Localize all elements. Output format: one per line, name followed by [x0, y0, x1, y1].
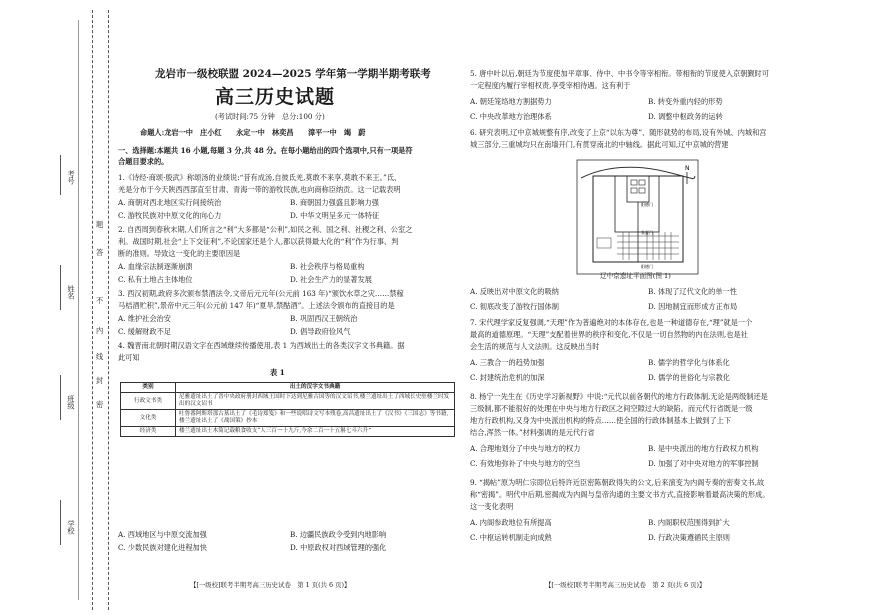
q6-option-b[interactable]: B. 体现了辽代文化的单一性 [648, 287, 737, 296]
map-frame [577, 160, 698, 274]
table-cell-content: 楼兰遗址出土木简记载粮食收支“人三百一十九斤,今余二百一十五斛七斗六升” [176, 427, 455, 437]
q3-option-b[interactable]: B. 巩固西汉王朝统治 [290, 314, 358, 323]
subject-title: 高三历史试题 [215, 86, 336, 108]
seal-char: 不 [96, 296, 104, 305]
q8-stem: 三级制,都不能很好的处理在中央与地方行政区之间空隙过大的缺陷。而元代行省既是一级 [470, 404, 753, 413]
seal-char: 内 [96, 326, 104, 335]
name-label: 姓名 [67, 285, 76, 300]
binding-solid-line [78, 20, 80, 600]
table-header-cell: 出土的汉字文书典籍 [176, 383, 455, 393]
ward-grid [617, 232, 679, 260]
class-blank[interactable] [60, 375, 62, 420]
palace-building [639, 180, 645, 185]
q2-option-c[interactable]: C. 私有土地占主体地位 [118, 275, 193, 284]
table-caption: 表 1 [270, 368, 285, 377]
binding-dashed-line [92, 10, 93, 610]
q8-stem: 结合,浑然一体。”材料强调的是元代行省 [470, 428, 595, 437]
class-label: 班级 [67, 395, 76, 410]
q3-option-d[interactable]: D. 倡导政府俭风气 [290, 327, 351, 336]
q7-option-c[interactable]: C. 封建统治危机的加深 [470, 373, 545, 382]
q2-stem: 2. 自西周到春秋末期,人们所言之“利”大多都是“公利”,如民之利、国之利、社稷之利、公室之 [118, 225, 413, 234]
q3-option-c[interactable]: C. 缓解财政不足 [118, 327, 171, 336]
binding-dashed-line-inner [108, 10, 109, 610]
q9-option-c[interactable]: C. 中枢运转机制走向成熟 [470, 533, 552, 542]
exam-number-label: 考号 [67, 170, 76, 185]
q2-option-a[interactable]: A. 血缘宗法制逐渐崩溃 [118, 262, 193, 271]
q6-option-c[interactable]: C. 彻底改变了游牧行国体制 [470, 302, 559, 311]
liao-zhongjing-site-map [575, 158, 700, 276]
q3-stem: 3. 西汉初期,政府多次颁布禁酒法令,文帝后元元年(公元前 163 年)“颁饮水草之灾……禁稼 [118, 289, 404, 298]
section1-instructions-cont: 合题目要求的。 [118, 157, 169, 166]
table-cell-category: 文化类 [121, 410, 176, 427]
q4-stem: 4. 魏晋南北朝时期汉语文字在西域继续传播使用,表 1 为西域出土的各类汉字文书典籍。据 [118, 341, 405, 350]
gate-label: 阳德门 [641, 264, 653, 269]
q9-option-d[interactable]: D. 行政决策遵循民主原则 [648, 533, 730, 542]
q8-option-c[interactable]: C. 有效地弥补了中央与地方的空当 [470, 459, 581, 468]
section1-instructions: 一、选择题:本题共 16 小题,每题 3 分,共 48 分。在每小题给出的四个选项中,只有一项是符 [118, 146, 413, 155]
exam-number-blank[interactable] [60, 155, 62, 195]
q7-option-d[interactable]: D. 儒学的世俗化与宗教化 [648, 373, 730, 382]
q1-stem: 1.《诗经·商颂·殷武》称颂汤的业绩说:“昔有成汤,自彼氐羌,莫敢不来享,莫敢不来王。”氐、 [118, 173, 402, 182]
seal-char: 封 [96, 376, 104, 385]
q7-stem: 最高的道德原理。“天理”支配着世界的秩序和变化,不仅是一切自然物的内在法则,也是社 [470, 330, 748, 339]
seal-char: 答 [96, 248, 104, 257]
table-row [121, 393, 455, 410]
q9-stem: 这一变化表明 [470, 502, 514, 511]
school-label: 学校 [67, 520, 76, 535]
q4-option-a[interactable]: A. 西域地区与中原交流加强 [118, 530, 207, 539]
q7-stem: 会生活的规范与人文法则。这反映出当时 [470, 342, 600, 351]
river-line [581, 167, 695, 178]
time-score: (考试时间:75 分钟 总分:100 分) [215, 112, 325, 121]
school-blank[interactable] [60, 500, 62, 545]
table-cell-content: 吐鲁番阿斯塔那古墓出土了《毛诗郑笺》和一些说唱诗文写本残卷,高昌遗址出土了《汉书》《三国志》等书籍,楼兰遗址出土了《战国策》抄本 [176, 410, 455, 427]
table-row [121, 410, 455, 427]
authors: 命题人:龙岩一中 庄小红 永定一中 林奕昌 漳平一中 竭 蔚 [140, 128, 366, 137]
q5-option-a[interactable]: A. 朝廷笼络地方割据势力 [470, 97, 552, 106]
q2-stem: 断的准则。导致这一变化的主要原因是 [118, 249, 241, 258]
q5-option-b[interactable]: B. 转变外重内轻的形势 [648, 97, 723, 106]
table-row [121, 427, 455, 437]
q3-stem: 马桔酒贮积”,景帝中元三年(公元前 147 年)“夏旱,禁酤酒”。上述法令颁布的直接目的是 [118, 301, 395, 310]
palace-building [631, 188, 637, 193]
q5-option-d[interactable]: D. 调整中枢政务的运转 [648, 112, 723, 121]
q8-option-d[interactable]: D. 加强了对中央对地方的军事控制 [648, 459, 759, 468]
palace-building [639, 188, 645, 193]
table-cell-content: 尼雅遗址出土了晋中央政府册封西域王国时下达到尼雅古国等的汉文诏书,楼兰遗址出土了西域长史驻楼兰时发出的汉文诏书 [176, 393, 455, 410]
q2-stem: 利。战国时期,社会“上下交征利”,不论国家还是个人,都以获得最大化的“利”作为行事、判 [118, 237, 399, 246]
artifact-table [120, 382, 455, 437]
page-footer-right: 【[一级校]联考半期考高三历史试卷 第 2 页(共 6 页)】 [545, 581, 706, 589]
temple-site [597, 238, 611, 248]
table-cell-category: 经济类 [121, 427, 176, 437]
q9-option-b[interactable]: B. 内阁职权范围得到扩大 [648, 518, 730, 527]
q6-stem: 城三部分,三重城均只在南墙开门,有贯穿南北的中轴线。据此可知,辽中京城的营建 [470, 140, 729, 149]
q1-option-b[interactable]: B. 商朝国力强盛且影响力强 [290, 198, 379, 207]
q5-stem: 一定程度内履行宰相权责,享受宰相待遇。这有利于 [470, 81, 631, 90]
q7-option-b[interactable]: B. 儒学的哲学化与体系化 [648, 358, 730, 367]
q4-option-b[interactable]: B. 边疆民族政令受到内地影响 [290, 530, 387, 539]
table-header-row [121, 383, 455, 393]
gate-label: 阳德门 [641, 202, 653, 207]
q3-option-a[interactable]: A. 维护社会治安 [118, 314, 171, 323]
q2-option-d[interactable]: D. 社会生产力的显著发展 [290, 275, 372, 284]
name-blank[interactable] [60, 265, 62, 310]
q1-stem: 羌是分布于今天陕西西部直至甘肃、青海一带的游牧民族,也向商称臣纳贡。这一记载表明 [118, 185, 401, 194]
q4-stem: 此可知 [118, 353, 140, 362]
q7-stem: 7. 宋代理学家反复强调,“天理”作为普遍绝对的本体存在,也是一种道德存在,“理”就是一个 [470, 318, 753, 327]
q8-stem: 8. 杨宁一先生在《历史学习新视野》中说:“元代以前各朝代的地方行政体制,无论是两级制还是 [470, 392, 768, 401]
q1-option-a[interactable]: A. 商朝对西北地区实行间接统治 [118, 198, 222, 207]
seal-char: 线 [96, 352, 104, 361]
q8-stem: 地方行政机构,又身为中央派出机构的特点……使全国的行政体制基本上做到了上下 [470, 416, 732, 425]
q7-option-a[interactable]: A. 三教合一的趋势加强 [470, 358, 545, 367]
q5-stem: 5. 唐中叶以后,朝廷为节度使加平章事、侍中、中书令等宰相衔。带相衔的节度使入京朝觐时可 [470, 69, 769, 78]
north-arrow-label: N [685, 165, 690, 172]
q5-option-c[interactable]: C. 中央改革地方治理体系 [470, 112, 552, 121]
q8-option-b[interactable]: B. 是中央派出的地方行政权力机构 [648, 444, 759, 453]
q6-option-a[interactable]: A. 反映出对中原文化的吸纳 [470, 287, 559, 296]
q6-stem: 6. 研究表明,辽中京城规整有序,改变了上京“以东为尊”、随形就势的布局,设有外城、内城和宫 [470, 128, 767, 137]
gate-label: 朱夏门 [641, 230, 653, 235]
seal-char: 密 [96, 400, 104, 409]
q1-option-d[interactable]: D. 中华文明呈多元一体特征 [290, 211, 380, 220]
q2-option-b[interactable]: B. 社会秩序与格局重构 [290, 262, 365, 271]
table-header-cell: 类别 [121, 383, 176, 393]
exam-title: 龙岩市一级校联盟 2024—2025 学年第一学期半期考联考 [155, 68, 431, 80]
q1-option-c[interactable]: C. 游牧民族对中原文化的向心力 [118, 211, 222, 220]
palace-city-wall [627, 176, 649, 202]
q8-option-a[interactable]: A. 合理地划分了中央与地方的权力 [470, 444, 581, 453]
q9-stem: 称“密揭”。明代中后期,密揭成为内阁与皇帝沟通的主要文书方式,直接影响着最高决策的形成。 [470, 490, 770, 499]
table-cell-category: 行政文书类 [121, 393, 176, 410]
q4-option-d[interactable]: D. 中原政权对西域管理的强化 [290, 543, 387, 552]
q6-option-d[interactable]: D. 因地制宜而形成方正布局 [648, 302, 738, 311]
palace-building [631, 180, 637, 185]
q9-stem: 9. “揭帖”原为明仁宗即位后特许近臣密陈朝政得失的公文,后来演变为内阁专奏的密奏文书,故 [470, 478, 765, 487]
q4-option-c[interactable]: C. 少数民族对建化进程加快 [118, 543, 207, 552]
figure-caption: 辽中京遗址平面图(图 1) [600, 272, 671, 280]
page-footer-left: 【[一级校]联考半期考高三历史试卷 第 1 页(共 6 页)】 [190, 581, 351, 589]
seal-char: 题 [96, 220, 104, 229]
q9-option-a[interactable]: A. 内阁参政地位有所提高 [470, 518, 552, 527]
